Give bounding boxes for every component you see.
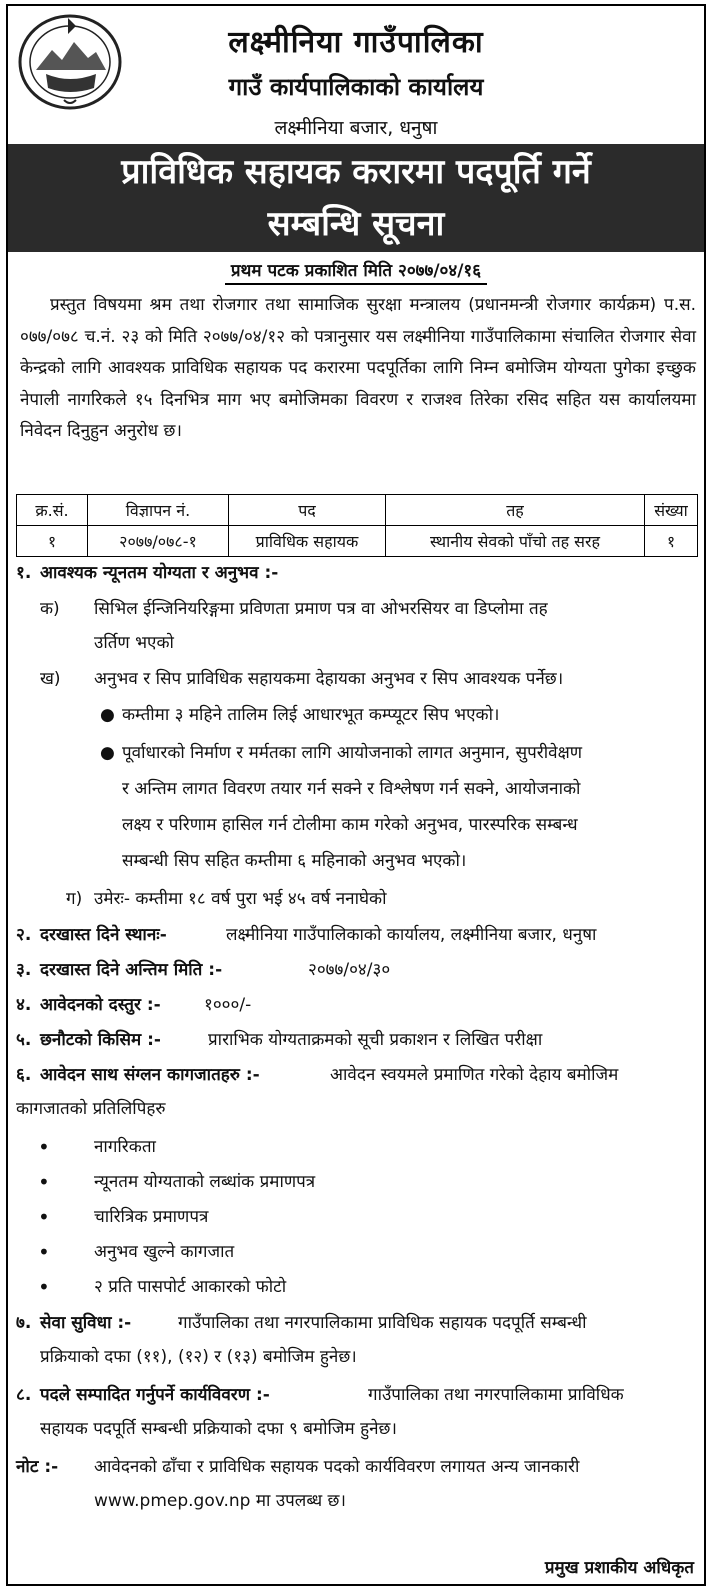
published-date — [8, 258, 704, 286]
doc-item-text: चारित्रिक प्रमाणपत्र — [94, 1207, 209, 1227]
bullet-icon: ● — [100, 743, 115, 763]
section-3-title: दरखास्त दिने अन्तिम मिति :- — [40, 960, 223, 980]
notice-page — [6, 4, 706, 1586]
item-ka-label: क) — [40, 599, 60, 619]
letterhead — [8, 6, 704, 144]
section-6-title: आवेदन साथ संग्लन कागजातहरु :- — [40, 1065, 260, 1085]
cell-post: प्राविधिक सहायक — [229, 526, 386, 557]
section-2-number: २. — [16, 925, 32, 945]
col-header-count: संख्या — [645, 495, 698, 526]
col-header-sn: क्र.सं. — [17, 495, 88, 526]
notice-title-line1: प्राविधिक सहायक करारमा पदपूर्ति गर्ने — [121, 152, 591, 192]
section-7-text-line1: गाउँपालिका तथा नगरपालिकामा प्राविधिक सहायक पदपूर्ति सम्बन्धी — [178, 1313, 587, 1333]
note-line1: आवेदनको ढाँचा र प्राविधिक सहायक पदको कार्यविवरण लगायत अन्य जानकारी — [94, 1457, 580, 1477]
cell-sn: १ — [17, 526, 88, 557]
section-8-text-line1: गाउँपालिका तथा नगरपालिकामा प्राविधिक — [368, 1385, 624, 1405]
bullet-icon: ● — [100, 705, 115, 725]
note-line2: www.pmep.gov.np मा उपलब्ध छ। — [94, 1491, 346, 1511]
cell-count: १ — [645, 526, 698, 557]
item-kha-text: अनुभव र सिप प्राविधिक सहायकमा देहायका अनुभव र सिप आवश्यक पर्नेछ। — [94, 669, 564, 689]
section-5-text: प्राराभिक योग्यताक्रमको सूची प्रकाशन र लिखित परीक्षा — [208, 1030, 543, 1050]
section-3-text: २०७७/०४/३० — [308, 960, 391, 980]
bullet-icon: • — [38, 1275, 50, 1299]
table-header-row — [17, 495, 698, 526]
published-date-text: प्रथम पटक प्रकाशित मिति २०७७/०४/१६ — [225, 258, 487, 285]
section-6-text-line1: आवेदन स्वयमले प्रमाणित गरेको देहाय बमोजिम — [330, 1065, 619, 1085]
vacancy-table — [16, 494, 698, 557]
intro-paragraph: प्रस्तुत विषयमा श्रम तथा रोजगार तथा सामाजिक सुरक्षा मन्त्रालय (प्रधानमन्त्री रोजगार कार्यक्रम) प.स. ०७७/०७८ च.नं. २३ को मिति २०७७/०४/१२ को पत्रानुसार यस लक्ष्मीनिया गाउँपालिकामा संचालित रोजगार सेवा केन्द्रको लागि आवश्यक प्राविधिक सहायक पद करारमा पदपूर्तिका लागि निम्न बमोजिम योग्यता पुगेका इच्छुक नेपाली नागरिकले १५ दिनभित्र माग भए बमोजिमका विवरण र राजश्व तिरेका रसिद सहित यस कार्यालयमा निवेदन दिनुहुन अनुरोध छ। — [20, 295, 696, 441]
section-4-title: आवेदनको दस्तुर :- — [40, 995, 161, 1015]
table-row — [17, 526, 698, 557]
item-kha-label: ख) — [40, 669, 61, 689]
office-address: लक्ष्मीनिया बजार, धनुषा — [274, 117, 438, 139]
section-5-number: ५. — [16, 1030, 32, 1050]
doc-item-text: न्यूनतम योग्यताको लब्धांक प्रमाणपत्र — [94, 1172, 316, 1192]
item-ga-text: उमेरः- कम्तीमा १८ वर्ष पुरा भई ४५ वर्ष ननाघेको — [94, 889, 387, 909]
section-6-text-line2: कागजातको प्रतिलिपिहरु — [16, 1099, 166, 1119]
section-2-title: दरखास्त दिने स्थानः- — [40, 925, 167, 945]
col-header-post: पद — [229, 495, 386, 526]
section-5-title: छनौटको किसिम :- — [40, 1030, 161, 1050]
section-6-number: ६. — [16, 1065, 32, 1085]
bullet-icon: • — [38, 1135, 50, 1159]
bullet-2-line4: सम्बन्धी सिप सहित कम्तीमा ६ महिनाको अनुभव भएको। — [122, 851, 467, 871]
organization-name: लक्ष्मीनिया गाउँपालिका — [228, 25, 484, 60]
bullet-icon: • — [38, 1240, 50, 1264]
bullet-2-line2: र अन्तिम लागत विवरण तयार गर्न सक्ने र विश्लेषण गर्न सक्ने, आयोजनाको — [122, 779, 581, 799]
section-7-title: सेवा सुविधा :- — [40, 1313, 132, 1333]
item-ga-label: ग) — [66, 889, 83, 909]
item-ka-line2: उर्तिण भएको — [94, 633, 174, 653]
section-8-number: ८. — [16, 1385, 32, 1405]
doc-item-text: अनुभव खुल्ने कागजात — [94, 1242, 235, 1262]
bullet-icon: • — [38, 1170, 50, 1194]
section-8-title: पदले सम्पादित गर्नुपर्ने कार्यविवरण :- — [40, 1385, 270, 1405]
bullet-2-line3: लक्ष्य र परिणाम हासिल गर्न टोलीमा काम गरेको अनुभव, पारस्परिक सम्बन्ध — [122, 815, 578, 835]
section-3-number: ३. — [16, 960, 32, 980]
doc-item-text: २ प्रति पासपोर्ट आकारको फोटो — [94, 1277, 287, 1297]
section-4-text: १०००/- — [204, 995, 252, 1015]
bullet-2-line1: पूर्वाधारको निर्माण र मर्मतका लागि आयोजनाको लागत अनुमान, सुपरीवेक्षण — [122, 743, 583, 763]
section-1-number: १. — [16, 563, 32, 583]
col-header-ad-no: विज्ञापन नं. — [88, 495, 229, 526]
section-8-text-line2: सहायक पदपूर्ति सम्बन्धी प्रक्रियाको दफा ९ बमोजिम हुनेछ। — [40, 1419, 397, 1439]
section-2-text: लक्ष्मीनिया गाउँपालिकाको कार्यालय, लक्ष्मीनिया बजार, धनुषा — [226, 925, 597, 945]
doc-item-text: नागरिकता — [94, 1137, 156, 1157]
section-4-number: ४. — [16, 995, 32, 1015]
notice-title-banner — [8, 144, 704, 252]
section-7-number: ७. — [16, 1313, 32, 1333]
note-label: नोट :- — [16, 1457, 59, 1477]
notice-title-line2: सम्बन्धि सूचना — [267, 204, 445, 244]
bullet-icon: • — [38, 1205, 50, 1229]
office-name: गाउँ कार्यपालिकाको कार्यालय — [228, 73, 484, 101]
signature-title: प्रमुख प्रशाकीय अधिकृत — [544, 1558, 694, 1578]
requirements-section — [8, 557, 704, 1557]
item-ka-line1: सिभिल ईन्जिनियरिङ्गमा प्रविणता प्रमाण पत्र वा ओभरसियर वा डिप्लोमा तह — [94, 599, 548, 619]
section-1-title: आवश्यक न्यूनतम योग्यता र अनुभव :- — [40, 563, 279, 583]
bullet-1-text: कम्तीमा ३ महिने तालिम लिई आधारभूत कम्प्यूटर सिप भएको। — [122, 705, 500, 725]
cell-ad-no: २०७७/०७८-१ — [88, 526, 229, 557]
section-7-text-line2: प्रक्रियाको दफा (११), (१२) र (१३) बमोजिम हुनेछ। — [40, 1347, 357, 1367]
col-header-level: तह — [386, 495, 645, 526]
cell-level: स्थानीय सेवको पाँचो तह सरह — [386, 526, 645, 557]
